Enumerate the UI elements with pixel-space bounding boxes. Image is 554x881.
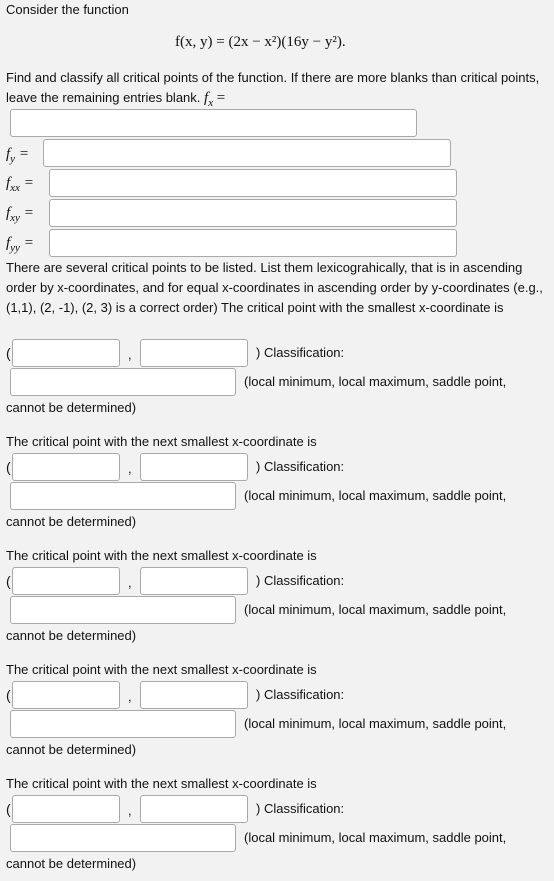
point2-classification-input[interactable]: [10, 482, 236, 510]
point1-y-input[interactable]: [140, 339, 248, 367]
fxx-input[interactable]: [49, 169, 457, 197]
point5-heading: The critical point with the next smallest x-coordinate is: [6, 776, 317, 791]
point3-classification-input[interactable]: [10, 596, 236, 624]
point1-comma: ,: [128, 347, 132, 362]
point3-options: (local minimum, local maximum, saddle point,: [244, 602, 507, 617]
point2-y-input[interactable]: [140, 453, 248, 481]
instructions-body: Find and classify all critical points of the function. If there are more blanks than critical points, leave the remaining entries blank.: [6, 70, 540, 105]
point2-heading: The critical point with the next smallest x-coordinate is: [6, 434, 317, 449]
fyy-input[interactable]: [49, 229, 457, 257]
point5-options-cont: cannot be determined): [6, 856, 137, 871]
intro-text: Consider the function: [6, 2, 129, 17]
point3-open-paren: (: [6, 573, 11, 589]
point3-heading: The critical point with the next smallest x-coordinate is: [6, 548, 317, 563]
point3-comma: ,: [128, 575, 132, 590]
listing-instructions: There are several critical points to be listed. List them lexicograhically, that is in ascending order by x-coordinates, and for equal x-coordinates in ascending order by y-coordinates (e.g., (1,1), (2, -1), (2, 3) is a correct order) The critical point with the smallest x-coordinate is: [6, 260, 543, 315]
point1-classification-input[interactable]: [10, 368, 236, 396]
instructions-text: [6, 68, 546, 113]
point1-options: (local minimum, local maximum, saddle point,: [244, 374, 507, 389]
point1-options-cont: cannot be determined): [6, 400, 137, 415]
point1-open-paren: (: [6, 345, 11, 361]
point2-comma: ,: [128, 461, 132, 476]
point5-options: (local minimum, local maximum, saddle point,: [244, 830, 507, 845]
point4-open-paren: (: [6, 687, 11, 703]
fxy-input[interactable]: [49, 199, 457, 227]
point3-x-input[interactable]: [12, 567, 120, 595]
point4-options-cont: cannot be determined): [6, 742, 137, 757]
fx-input[interactable]: [10, 109, 417, 137]
point5-comma: ,: [128, 803, 132, 818]
fyy-label: $f_{yy}$ =: [6, 235, 34, 254]
point4-options: (local minimum, local maximum, saddle point,: [244, 716, 507, 731]
point5-y-input[interactable]: [140, 795, 248, 823]
function-formula: f(x, y) = (2x − x²)(16y − y²).: [175, 34, 346, 50]
point2-x-input[interactable]: [12, 453, 120, 481]
point3-classification-label: ) Classification:: [256, 573, 345, 588]
point2-options: (local minimum, local maximum, saddle point,: [244, 488, 507, 503]
point5-classification-label: ) Classification:: [256, 801, 345, 816]
point4-comma: ,: [128, 689, 132, 704]
fx-equals: =: [216, 90, 226, 106]
point4-y-input[interactable]: [140, 681, 248, 709]
point4-x-input[interactable]: [12, 681, 120, 709]
point2-open-paren: (: [6, 459, 11, 475]
point1-classification-label: ) Classification:: [256, 345, 345, 360]
point1-x-input[interactable]: [12, 339, 120, 367]
point5-classification-input[interactable]: [10, 824, 236, 852]
point3-y-input[interactable]: [140, 567, 248, 595]
fy-label: $f_y$ =: [6, 146, 29, 165]
point4-heading: The critical point with the next smallest x-coordinate is: [6, 662, 317, 677]
fy-input[interactable]: [43, 139, 451, 167]
fxx-label: $f_{xx}$ =: [6, 175, 34, 194]
fx-label: $f_x$: [204, 90, 214, 109]
point4-classification-input[interactable]: [10, 710, 236, 738]
point5-x-input[interactable]: [12, 795, 120, 823]
fxy-label: $f_{xy}$ =: [6, 205, 34, 224]
point4-classification-label: ) Classification:: [256, 687, 345, 702]
point2-options-cont: cannot be determined): [6, 514, 137, 529]
point3-options-cont: cannot be determined): [6, 628, 137, 643]
point5-open-paren: (: [6, 801, 11, 817]
point2-classification-label: ) Classification:: [256, 459, 345, 474]
